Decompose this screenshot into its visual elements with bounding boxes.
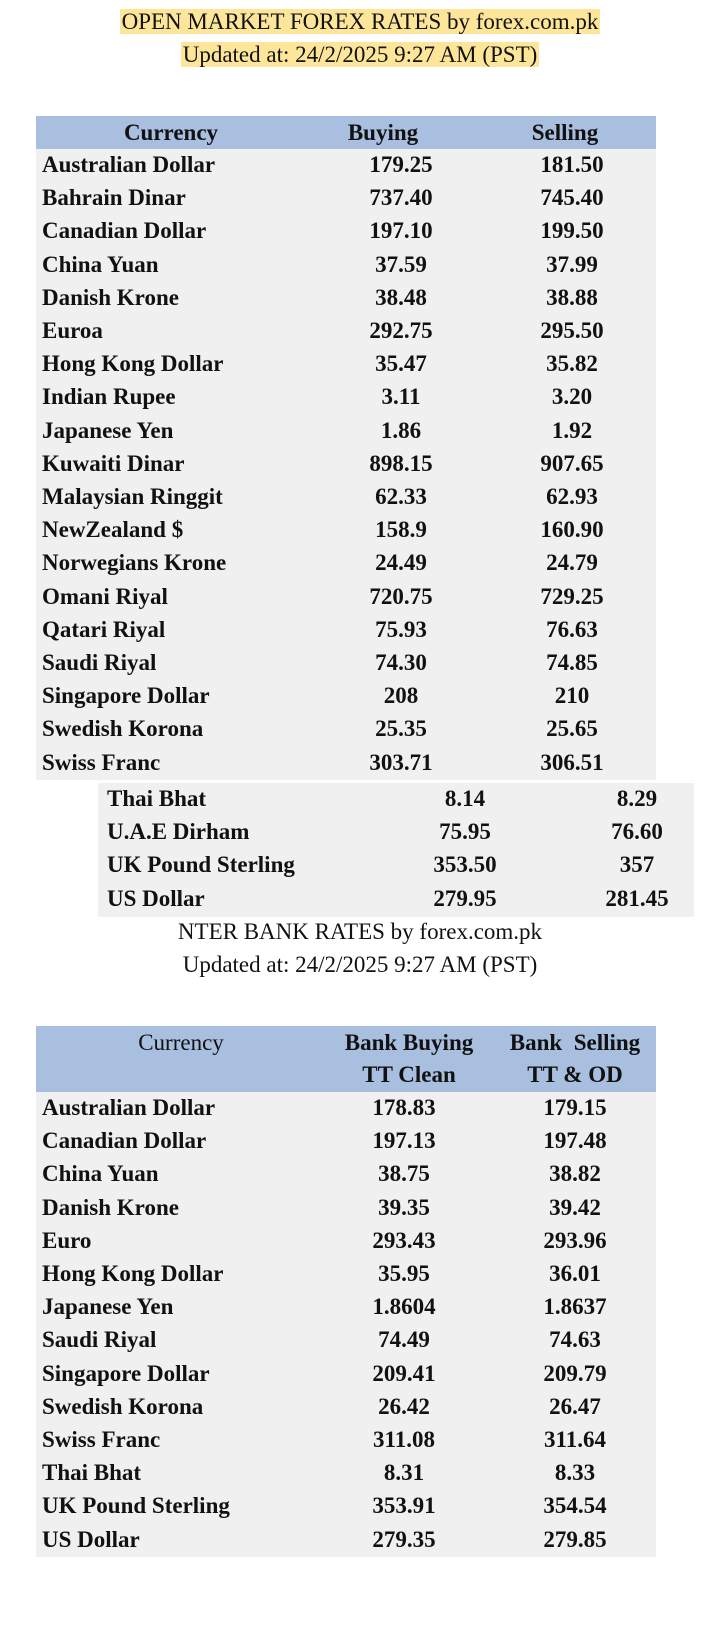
selling-rate: 209.79 — [543, 1360, 607, 1386]
inter-bank-row — [0, 1224, 720, 1258]
buying-rate: 35.47 — [375, 351, 427, 377]
currency-name: Thai Bhat — [107, 786, 207, 811]
currency-name: Swedish Korona — [42, 716, 204, 742]
open-market-row — [0, 281, 720, 315]
selling-rate: 745.40 — [540, 185, 604, 211]
currency-name: Australian Dollar — [42, 152, 216, 177]
open-market-row — [0, 646, 720, 680]
open-market-row — [0, 480, 720, 514]
inter-bank-row — [0, 1390, 720, 1424]
selling-rate: 62.93 — [546, 484, 598, 509]
currency-name: NewZealand $ — [42, 517, 184, 543]
selling-rate: 76.60 — [611, 819, 663, 845]
currency-name: Australian Dollar — [42, 1095, 216, 1120]
currency-name: US Dollar — [107, 885, 205, 911]
buying-rate: 37.59 — [375, 251, 427, 277]
currency-name: Saudi Riyal — [42, 650, 157, 675]
selling-rate: 25.65 — [546, 716, 598, 742]
open-market-row — [0, 546, 720, 580]
inter-bank-header-buying-line1: Bank Buying — [344, 1030, 474, 1055]
selling-rate: 36.01 — [549, 1261, 601, 1286]
open-market-row — [0, 746, 720, 780]
buying-rate: 209.41 — [372, 1360, 436, 1386]
currency-name: Canadian Dollar — [42, 1128, 207, 1154]
selling-rate: 293.96 — [543, 1227, 607, 1253]
inter-bank-row — [0, 1091, 720, 1125]
inter-bank-row — [0, 1323, 720, 1357]
open-market-header-selling: Selling — [531, 120, 599, 145]
buying-rate: 26.42 — [378, 1393, 430, 1419]
open-market-row — [0, 314, 720, 348]
selling-rate: 76.63 — [546, 616, 598, 642]
inter-bank-updated: Updated at: 24/2/2025 9:27 AM (PST) — [182, 952, 538, 977]
buying-rate: 353.91 — [372, 1493, 436, 1519]
buying-rate: 39.35 — [378, 1194, 430, 1220]
open-market-title: OPEN MARKET FOREX RATES by forex.com.pk — [121, 9, 599, 34]
inter-bank-title-line — [0, 916, 720, 948]
buying-rate: 197.10 — [369, 218, 433, 244]
currency-name: Kuwaiti Dinar — [42, 450, 185, 476]
currency-name: UK Pound Sterling — [42, 1493, 230, 1519]
buying-rate: 3.11 — [381, 384, 421, 410]
open-market-updated-line — [0, 39, 720, 71]
selling-rate: 354.54 — [543, 1493, 607, 1519]
inter-bank-header-currency: Currency — [138, 1030, 224, 1055]
currency-name: Japanese Yen — [42, 417, 174, 443]
buying-rate: 311.08 — [373, 1427, 435, 1452]
buying-rate: 737.40 — [369, 185, 433, 211]
buying-rate: 1.86 — [380, 417, 422, 443]
currency-name: Hong Kong Dollar — [42, 351, 224, 377]
buying-rate: 279.95 — [433, 885, 497, 911]
buying-rate: 74.30 — [375, 650, 427, 675]
open-market-row — [0, 513, 720, 547]
buying-rate: 35.95 — [378, 1261, 430, 1286]
inter-bank-row — [0, 1290, 720, 1324]
currency-name: Qatari Riyal — [42, 616, 166, 642]
inter-bank-row — [0, 1124, 720, 1158]
open-market-extra-row — [0, 848, 720, 882]
currency-name: Danish Krone — [42, 284, 179, 310]
open-market-header-currency: Currency — [123, 120, 219, 145]
open-market-row — [0, 580, 720, 614]
currency-name: Omani Riyal — [42, 583, 168, 609]
selling-rate: 311.64 — [544, 1427, 606, 1452]
selling-rate: 8.33 — [554, 1460, 596, 1486]
buying-rate: 720.75 — [369, 583, 433, 609]
buying-rate: 75.95 — [439, 819, 491, 845]
buying-rate: 197.13 — [372, 1128, 436, 1154]
currency-name: Euro — [42, 1227, 92, 1253]
currency-name: Bahrain Dinar — [42, 185, 186, 211]
inter-bank-row — [0, 1423, 720, 1457]
buying-rate: 292.75 — [369, 318, 433, 343]
currency-name: Singapore Dollar — [42, 683, 210, 709]
open-market-extra-row — [0, 882, 720, 916]
buying-rate: 25.35 — [375, 716, 427, 742]
buying-rate: 38.75 — [378, 1161, 430, 1187]
inter-bank-row — [0, 1157, 720, 1191]
currency-name: China Yuan — [42, 1161, 159, 1187]
selling-rate: 74.63 — [549, 1327, 601, 1353]
buying-rate: 208 — [383, 683, 419, 709]
selling-rate: 39.42 — [549, 1194, 601, 1220]
open-market-updated: Updated at: 24/2/2025 9:27 AM (PST) — [182, 42, 538, 67]
currency-name: Swedish Korona — [42, 1393, 204, 1419]
selling-rate: 179.15 — [543, 1095, 607, 1120]
open-market-extra-row — [0, 782, 720, 816]
currency-name: Danish Krone — [42, 1194, 179, 1220]
buying-rate: 8.31 — [383, 1460, 425, 1486]
currency-name: Singapore Dollar — [42, 1360, 210, 1386]
open-market-row — [0, 712, 720, 746]
selling-rate: 38.82 — [549, 1161, 601, 1187]
inter-bank-updated-line — [0, 949, 720, 981]
selling-rate: 1.92 — [551, 417, 593, 443]
buying-rate: 293.43 — [372, 1227, 436, 1253]
selling-rate: 295.50 — [540, 318, 604, 343]
selling-rate: 729.25 — [540, 583, 604, 609]
buying-rate: 158.9 — [375, 517, 427, 543]
buying-rate: 303.71 — [369, 749, 433, 775]
currency-name: UK Pound Sterling — [107, 852, 295, 878]
open-market-header-buying: Buying — [347, 120, 419, 145]
selling-rate: 8.29 — [616, 786, 658, 811]
open-market-row — [0, 347, 720, 381]
open-market-row — [0, 181, 720, 215]
inter-bank-row — [0, 1489, 720, 1523]
buying-rate: 75.93 — [375, 616, 427, 642]
currency-name: Canadian Dollar — [42, 218, 207, 244]
buying-rate: 62.33 — [375, 484, 427, 509]
inter-bank-header-selling-line1: Bank Selling — [509, 1030, 641, 1055]
buying-rate: 178.83 — [372, 1095, 436, 1120]
open-market-row — [0, 447, 720, 481]
buying-rate: 24.49 — [375, 550, 427, 576]
currency-name: US Dollar — [42, 1526, 140, 1552]
selling-rate: 35.82 — [546, 351, 598, 377]
selling-rate: 199.50 — [540, 218, 604, 244]
buying-rate: 1.8604 — [372, 1294, 436, 1320]
currency-name: Swiss Franc — [42, 749, 161, 775]
selling-rate: 197.48 — [543, 1128, 607, 1154]
currency-name: Japanese Yen — [42, 1294, 174, 1320]
inter-bank-row — [0, 1257, 720, 1291]
inter-bank-row — [0, 1357, 720, 1391]
currency-name: Thai Bhat — [42, 1460, 142, 1486]
currency-name: Indian Rupee — [42, 384, 176, 410]
currency-name: Swiss Franc — [42, 1427, 161, 1452]
buying-rate: 353.50 — [433, 852, 497, 878]
buying-rate: 74.49 — [378, 1327, 430, 1353]
open-market-row — [0, 248, 720, 282]
selling-rate: 74.85 — [546, 650, 598, 675]
inter-bank-row — [0, 1456, 720, 1490]
currency-name: Euroa — [42, 318, 103, 343]
inter-bank-title: NTER BANK RATES by forex.com.pk — [177, 919, 543, 944]
currency-name: Malaysian Ringgit — [42, 484, 223, 509]
currency-name: China Yuan — [42, 251, 159, 277]
selling-rate: 3.20 — [551, 384, 593, 410]
selling-rate: 1.8637 — [543, 1294, 607, 1320]
selling-rate: 24.79 — [546, 550, 598, 576]
selling-rate: 281.45 — [605, 885, 669, 911]
open-market-row — [0, 214, 720, 248]
open-market-row — [0, 148, 720, 182]
open-market-row — [0, 613, 720, 647]
selling-rate: 907.65 — [540, 450, 604, 476]
currency-name: Hong Kong Dollar — [42, 1261, 224, 1286]
selling-rate: 279.85 — [543, 1526, 607, 1552]
inter-bank-row — [0, 1191, 720, 1225]
currency-name: U.A.E Dirham — [107, 819, 250, 845]
selling-rate: 181.50 — [540, 152, 604, 177]
open-market-row — [0, 679, 720, 713]
buying-rate: 179.25 — [369, 152, 433, 177]
inter-bank-header-selling-line2: TT & OD — [527, 1062, 623, 1087]
open-market-extra-row — [0, 815, 720, 849]
selling-rate: 306.51 — [540, 749, 604, 775]
selling-rate: 38.88 — [546, 284, 598, 310]
selling-rate: 210 — [554, 683, 590, 709]
open-market-row — [0, 380, 720, 414]
selling-rate: 37.99 — [546, 251, 598, 277]
selling-rate: 26.47 — [549, 1393, 601, 1419]
open-market-title-line — [0, 6, 720, 38]
inter-bank-row — [0, 1523, 720, 1557]
buying-rate: 8.14 — [444, 786, 486, 811]
buying-rate: 898.15 — [369, 450, 433, 476]
currency-name: Norwegians Krone — [42, 550, 227, 576]
selling-rate: 357 — [619, 852, 655, 878]
currency-name: Saudi Riyal — [42, 1327, 157, 1353]
buying-rate: 279.35 — [372, 1526, 436, 1552]
selling-rate: 160.90 — [540, 517, 604, 543]
open-market-row — [0, 414, 720, 448]
inter-bank-header-buying-line2: TT Clean — [362, 1062, 456, 1087]
buying-rate: 38.48 — [375, 284, 427, 310]
